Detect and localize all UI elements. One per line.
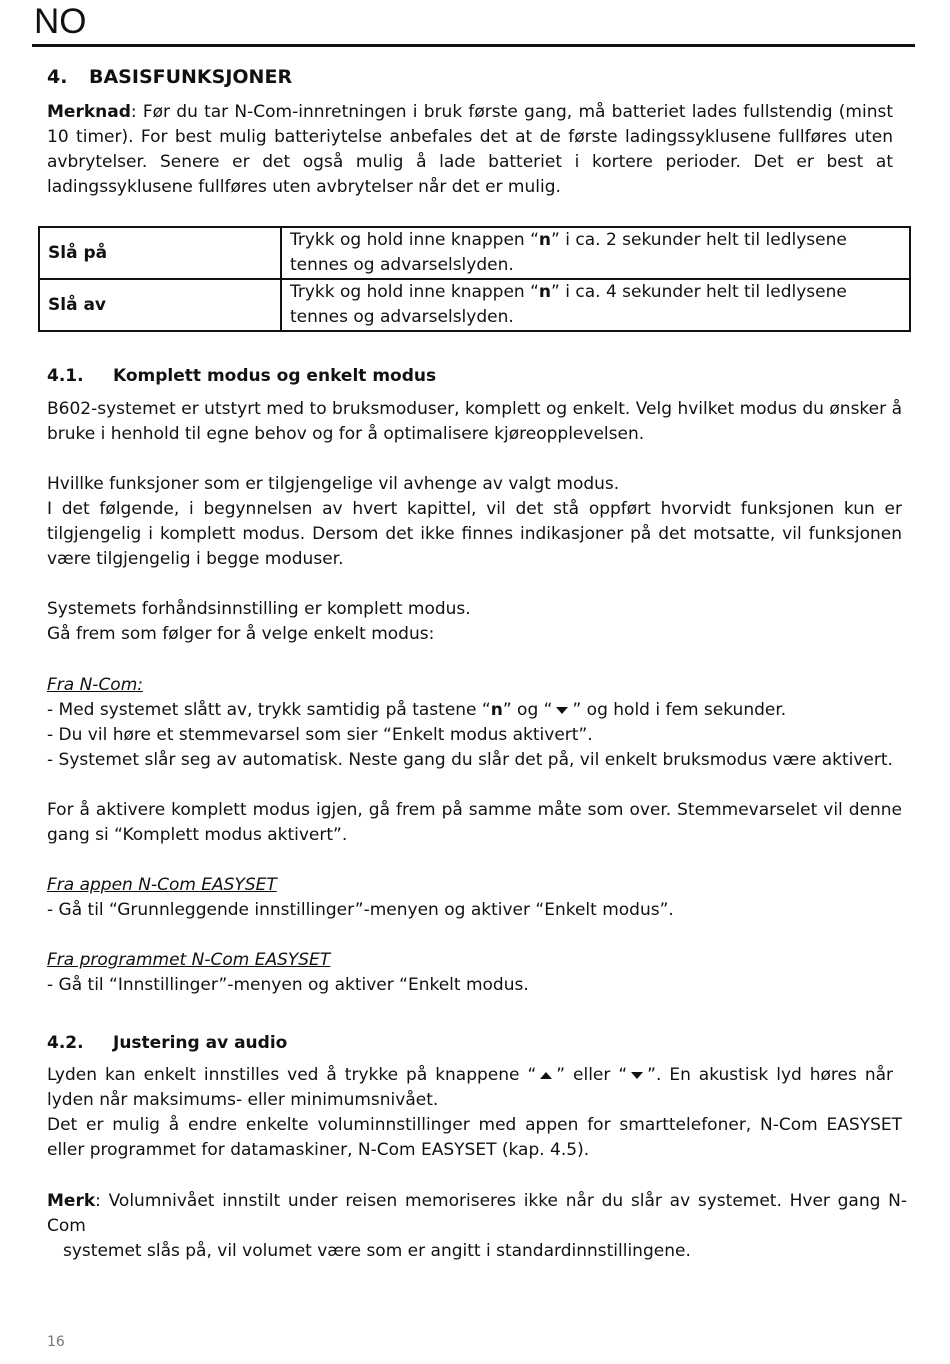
table-row: [39, 279, 910, 331]
volume-note: [47, 1189, 907, 1264]
paragraph-text: ” eller “: [556, 1065, 628, 1085]
section-4-heading: [47, 66, 292, 88]
note-line: systemet slås på, vil volumet være som er angitt i standardinnstillingene.: [63, 1241, 691, 1261]
item-text: ” og hold i fem sekunder.: [572, 700, 787, 720]
section-number: 4.: [47, 66, 68, 88]
item-text: ” og “: [502, 700, 553, 720]
table-row: [39, 227, 910, 279]
section-title: Justering av audio: [113, 1033, 288, 1053]
note-label: Merk: [47, 1191, 96, 1211]
row-description: [281, 279, 910, 331]
section-title: Komplett modus og enkelt modus: [113, 366, 437, 386]
down-arrow-icon: [631, 1072, 643, 1079]
subheading-from-program: Fra programmet N-Com EASYSET: [47, 950, 331, 970]
paragraph: Det er mulig å endre enkelte voluminnstillinger med appen for smarttelefoner, N-Com EASYSET eller programmet for datamaskiner, N-Com EASYSET (kap. 4.5).: [47, 1115, 902, 1160]
page-number: 16: [47, 1334, 65, 1350]
note-line: [47, 1189, 907, 1239]
key-n: n: [490, 700, 503, 720]
row-label: Slå av: [39, 279, 281, 331]
paragraph: B602-systemet er utstyrt med to bruksmoduser, komplett og enkelt. Velg hvilket modus du ønsker å bruke i henhold til egne behov og for å optimalisere kjøreopplevelsen.: [47, 399, 902, 444]
row-description: [281, 227, 910, 279]
program-steps: [47, 948, 902, 998]
desc-text: ” i ca. 4 sekunder helt til ledlysene tennes og advarselslyden.: [290, 282, 847, 327]
paragraph-line: Systemets forhåndsinnstilling er komplett modus.: [47, 599, 471, 619]
paragraph-text: Lyden kan enkelt innstilles ved å trykke på knappene “: [47, 1065, 537, 1085]
desc-text: Trykk og hold inne knappen “: [290, 282, 539, 302]
power-table: [38, 226, 911, 332]
paragraph-text: I det følgende, i begynnelsen av hvert kapittel, vil det stå oppført hvorvidt funksjonen kun er tilgjengelig i komplett modus. Dersom det ikke finnes indikasjoner på det motsatte, vil funksjonen være tilgjengelig i begge moduser.: [47, 499, 902, 569]
note-text: : Før du tar N-Com-innretningen i bruk første gang, må batteriet lades fullstendig (minst 10 timer). For best mulig batteriytelse anbefales det at de første ladingssyklusene fullføres uten avbrytelser. Senere er det også mulig å lade batteriet i kortere perioder. Det er best at ladingssyklusene fullføres uten avbrytelser når det er mulig.: [47, 102, 893, 197]
section-title: BASISFUNKSJONER: [89, 66, 293, 88]
section-4-2-heading: [47, 1033, 287, 1053]
note-label: Merknad: [47, 102, 131, 122]
paragraph: For å aktivere komplett modus igjen, gå frem på samme måte som over. Stemmevarselet vil denne gang si “Komplett modus aktivert”.: [47, 800, 902, 845]
item-text: - Med systemet slått av, trykk samtidig på tastene “: [47, 700, 491, 720]
up-arrow-icon: [540, 1072, 552, 1079]
paragraph-line: Gå frem som følger for å velge enkelt modus:: [47, 624, 435, 644]
paragraph: [47, 597, 902, 647]
section-4-1-heading: [47, 366, 436, 386]
key-n: n: [538, 282, 552, 302]
paragraph-text: ”. En akustisk lyd høres når lyden når maksimums- eller minimumsnivået.: [47, 1065, 893, 1110]
list-item: - Du vil høre et stemmevarsel som sier “Enkelt modus aktivert”.: [47, 725, 593, 745]
paragraph: [47, 472, 902, 572]
list-item: - Systemet slår seg av automatisk. Neste gang du slår det på, vil enkelt bruksmodus være aktivert.: [47, 750, 893, 770]
language-code: NO: [34, 2, 87, 41]
paragraph-line: Hvillke funksjoner som er tilgjengelige vil avhenge av valgt modus.: [47, 474, 620, 494]
subheading-from-ncom: Fra N-Com:: [47, 675, 143, 695]
subheading-from-app: Fra appen N-Com EASYSET: [47, 875, 277, 895]
app-steps: [47, 873, 902, 923]
header-rule: [32, 44, 915, 47]
section-number: 4.1.: [47, 366, 84, 386]
row-label: Slå på: [39, 227, 281, 279]
ncom-steps: [47, 673, 927, 773]
list-item: [47, 698, 927, 723]
note-text: : Volumnivået innstilt under reisen memoriseres ikke når du slår av systemet. Hver gang N-Com: [47, 1191, 907, 1236]
paragraph: [47, 1063, 893, 1113]
list-item: - Gå til “Grunnleggende innstillinger”-menyen og aktiver “Enkelt modus”.: [47, 900, 674, 920]
key-n: n: [538, 230, 552, 250]
battery-note: [47, 100, 893, 200]
desc-text: Trykk og hold inne knappen “: [290, 230, 539, 250]
section-number: 4.2.: [47, 1033, 84, 1053]
down-arrow-icon: [556, 707, 568, 714]
desc-text: ” i ca. 2 sekunder helt til ledlysene tennes og advarselslyden.: [290, 230, 847, 275]
list-item: - Gå til “Innstillinger”-menyen og aktiver “Enkelt modus.: [47, 975, 529, 995]
